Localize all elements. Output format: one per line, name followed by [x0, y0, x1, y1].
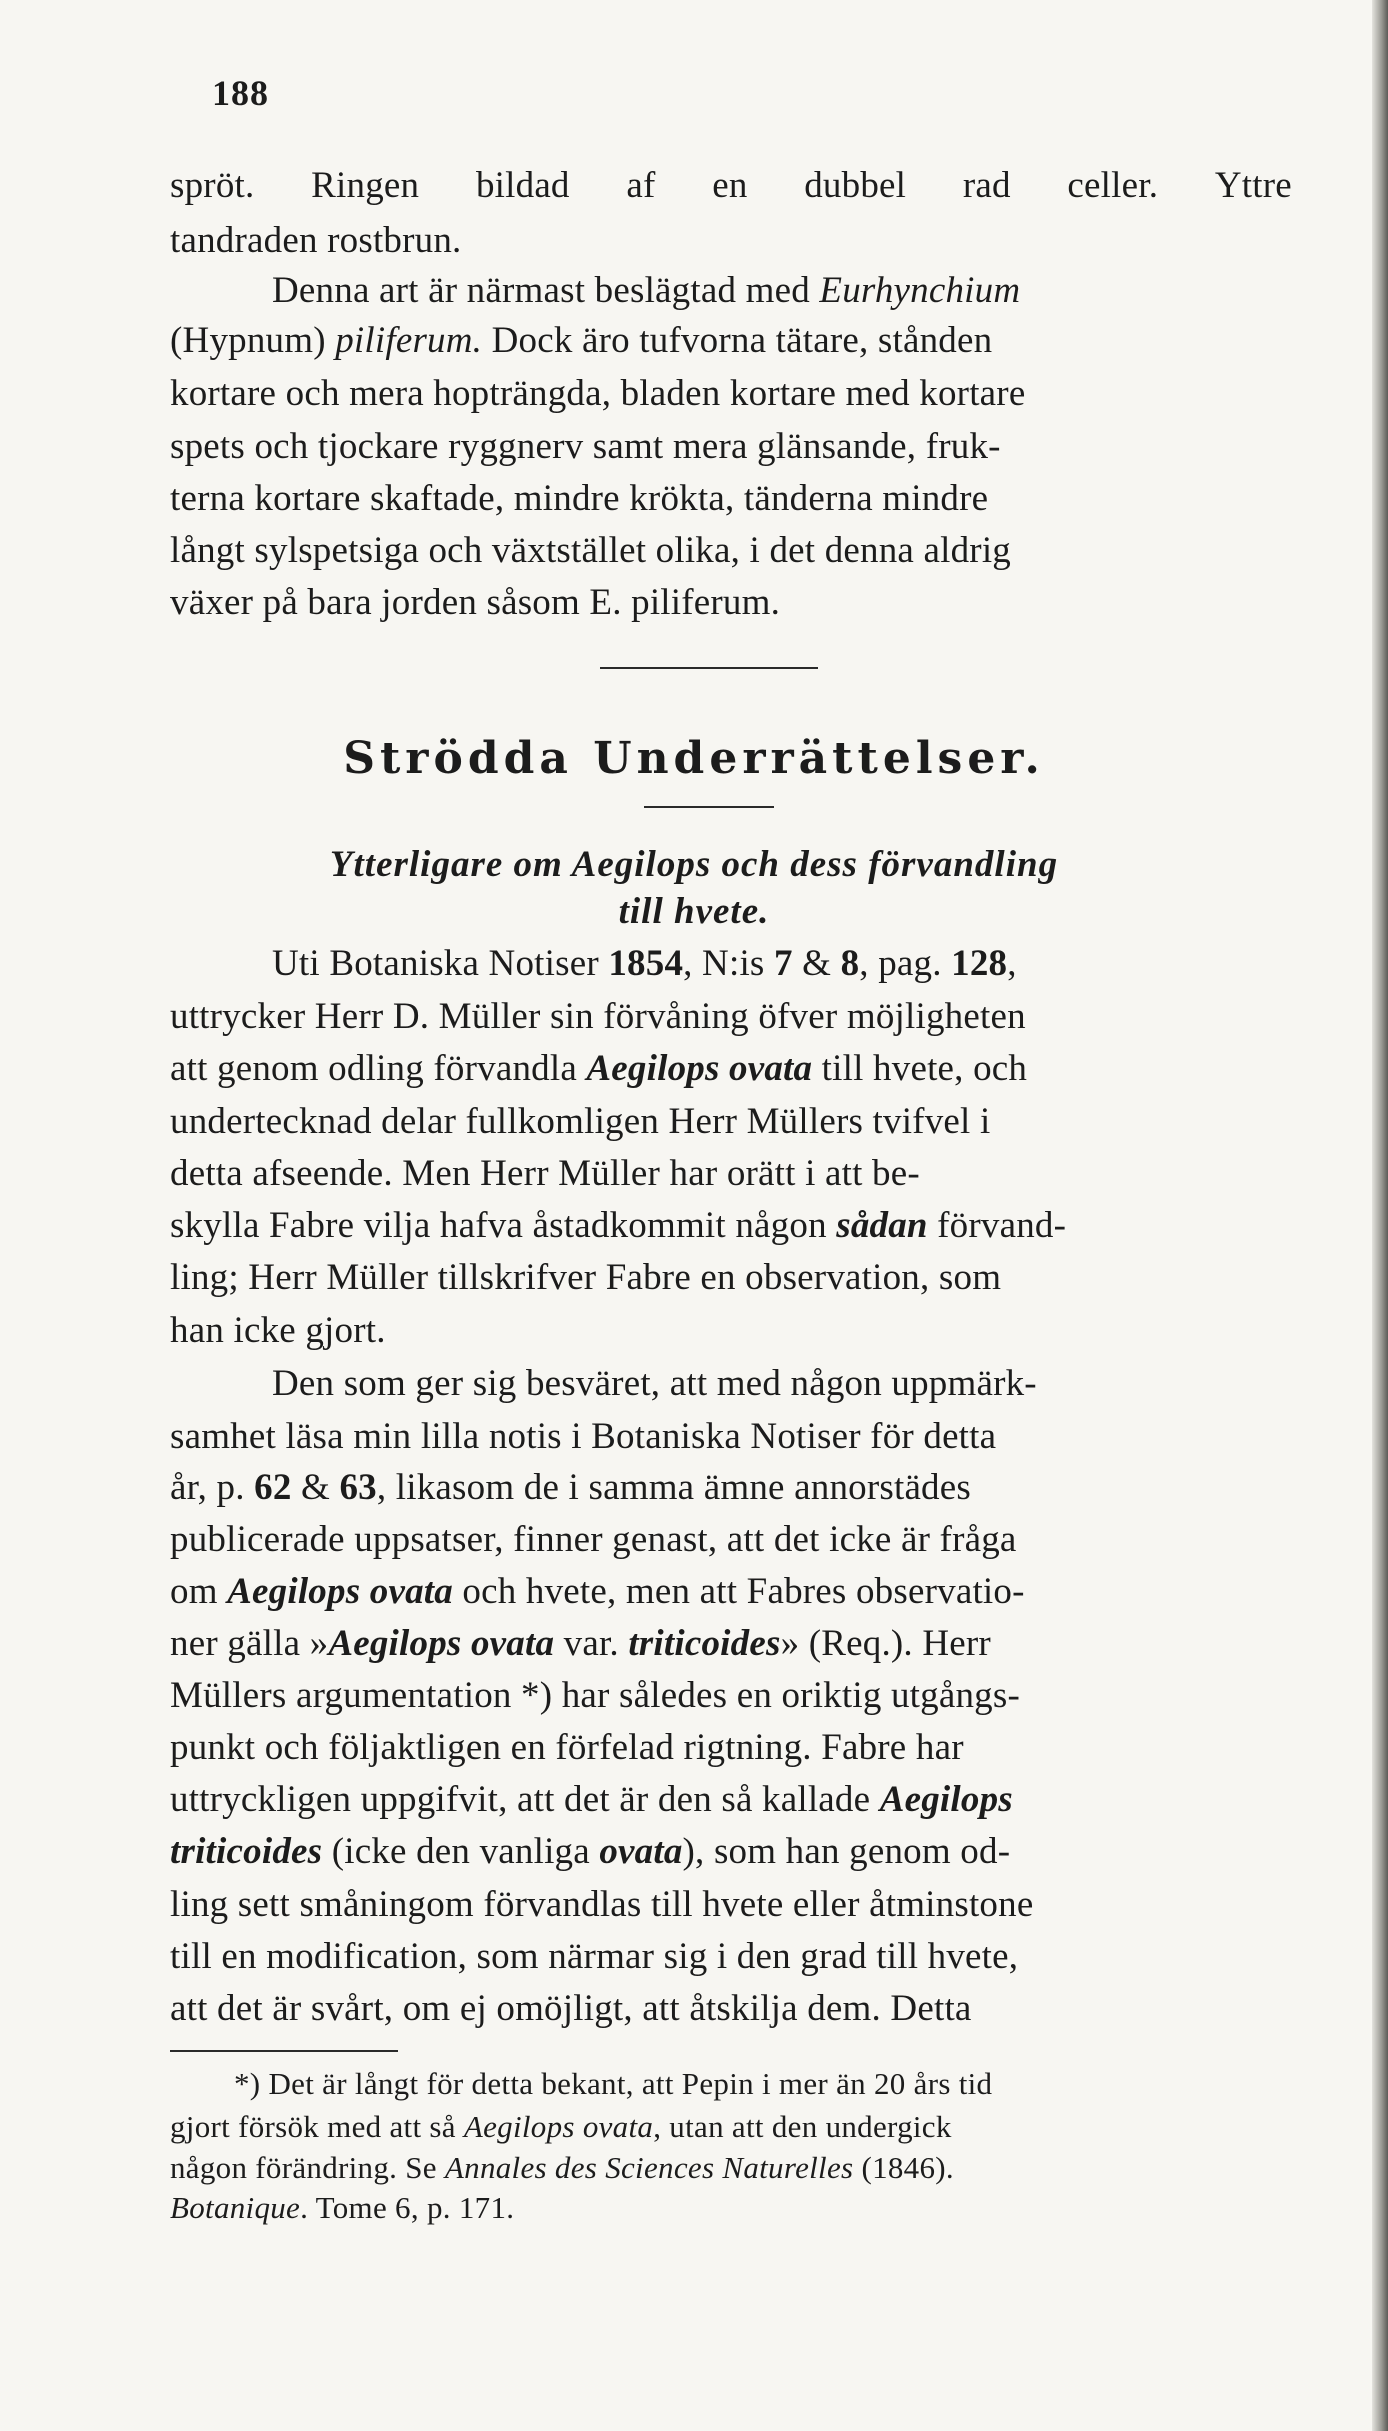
article-line-17	[170, 1781, 1013, 1818]
footnote-divider	[170, 2050, 398, 2052]
italic-term: Eurhynchium	[819, 270, 1021, 311]
emphasis-word: sådan	[836, 1205, 928, 1246]
issue-number: 7	[774, 943, 793, 984]
variety-name: triticoides	[628, 1623, 781, 1664]
text-run: (Hypnum)	[170, 320, 336, 361]
footnote-line-3	[170, 2152, 954, 2183]
article-line-11	[170, 1469, 971, 1506]
word: Ringen	[311, 165, 420, 206]
word: rad	[962, 165, 1011, 206]
species-name: triticoides	[170, 1831, 323, 1872]
text-run: skylla Fabre vilja hafva åstadkommit någon	[170, 1205, 837, 1246]
species-name: ovata	[599, 1831, 683, 1872]
species-name: Aegilops ovata	[227, 1571, 453, 1612]
journal-section: Botanique	[170, 2190, 301, 2225]
article-line-2: uttrycker Herr D. Müller sin förvåning öfver möjligheten	[170, 996, 1026, 1037]
body-line-2	[170, 222, 462, 259]
footnote-line-4	[170, 2192, 514, 2223]
text-run: &	[792, 943, 841, 984]
article-line-1	[272, 945, 1017, 982]
word: dubbel	[804, 165, 907, 206]
article-line-21: att det är svårt, om ej omöjligt, att åtskilja dem. Detta	[170, 1988, 972, 2029]
body-line-4	[170, 322, 992, 359]
text-run: (1846).	[853, 2150, 954, 2185]
article-line-14	[170, 1625, 991, 1662]
body-line-3	[272, 272, 1020, 309]
species-name: Aegilops ovata	[586, 1048, 813, 1089]
page-ref-number: 128	[951, 943, 1008, 984]
species-name: Aegilops ovata	[328, 1623, 555, 1664]
word: af	[626, 165, 656, 206]
text-run: Uti Botaniska Notiser	[272, 943, 609, 984]
text-run: (icke den vanliga	[322, 1831, 600, 1872]
body-line-6: spets och tjockare ryggnerv samt mera glänsande, fruk-	[170, 426, 1001, 467]
text-run: om	[170, 1571, 228, 1612]
word: spröt.	[170, 165, 255, 206]
heading-divider	[644, 806, 774, 808]
page-number: 188	[212, 73, 269, 113]
article-line-5: detta afseende. Men Herr Müller har orätt i att be-	[170, 1153, 920, 1194]
article-line-4: undertecknad delar fullkomligen Herr Müllers tvifvel i	[170, 1101, 991, 1142]
text-run: , pag.	[859, 943, 952, 984]
body-line-9: växer på bara jorden såsom E. piliferum.	[170, 582, 781, 623]
article-line-9: Den som ger sig besväret, att med någon uppmärk-	[272, 1363, 1037, 1404]
text-run: någon förändring. Se	[170, 2150, 445, 2185]
text-run: var.	[554, 1623, 629, 1664]
text-run: år, p.	[170, 1467, 255, 1508]
text-run: ,	[1007, 943, 1017, 984]
article-line-15: Müllers argumentation *) har således en oriktig utgångs-	[170, 1675, 1021, 1716]
footnote-line-1: *) Det är långt för detta bekant, att Pepin i mer än 20 års tid	[234, 2066, 993, 2101]
text-run: ner gälla »	[170, 1623, 329, 1664]
page-ref-number: 63	[339, 1467, 377, 1508]
text-run: Dock äro tufvorna tätare, stånden	[482, 320, 993, 361]
text-run: . Tome 6, p. 171.	[300, 2190, 515, 2225]
article-line-18	[170, 1833, 1010, 1870]
footnote-line-2	[170, 2111, 952, 2142]
word: Yttre	[1214, 165, 1292, 206]
text-run: och hvete, men att Fabres observatio-	[452, 1571, 1025, 1612]
word: celler.	[1067, 165, 1159, 206]
article-line-16: punkt och följaktligen en förfelad rigtning. Fabre har	[170, 1727, 964, 1768]
article-line-13	[170, 1573, 1025, 1610]
article-line-3	[170, 1050, 1027, 1087]
text-run: att genom odling förvandla	[170, 1048, 587, 1089]
word: en	[712, 165, 748, 206]
article-line-8: han icke gjort.	[170, 1310, 386, 1351]
text-run: uttryckligen uppgifvit, att det är den så kallade	[170, 1779, 880, 1820]
species-name: Aegilops ovata	[463, 2109, 654, 2144]
page-ref-number: 62	[254, 1467, 292, 1508]
body-line-7: terna kortare skaftade, mindre krökta, tänderna mindre	[170, 478, 989, 519]
article-line-20: till en modification, som närmar sig i den grad till hvete,	[170, 1936, 1019, 1977]
article-title-line-1: Ytterligare om Aegilops och dess förvandling	[329, 844, 1059, 885]
article-line-7: ling; Herr Müller tillskrifver Fabre en observation, som	[170, 1257, 1002, 1298]
article-line-19: ling sett småningom förvandlas till hvete eller åtminstone	[170, 1884, 1034, 1925]
article-title-line-2: till hvete.	[618, 891, 770, 932]
text-run: » (Req.). Herr	[780, 1623, 991, 1664]
page-edge-shadow	[1372, 0, 1388, 2431]
text-run: Denna art är närmast beslägtad med	[272, 270, 820, 311]
text-run: &	[291, 1467, 340, 1508]
article-line-10: samhet läsa min lilla notis i Botaniska Notiser för detta	[170, 1416, 997, 1457]
text-run: tandraden rostbrun.	[170, 220, 462, 261]
text-run: gjort försök med att så	[170, 2109, 464, 2144]
text-run: ), som han genom od-	[682, 1831, 1011, 1872]
text-run: förvand-	[927, 1205, 1067, 1246]
word: bildad	[475, 165, 570, 206]
text-run: , N:is	[683, 943, 774, 984]
text-run: , likasom de i samma ämne annorstädes	[376, 1467, 971, 1508]
body-line-1	[170, 167, 1292, 204]
article-line-12: publicerade uppsatser, finner genast, att det icke är fråga	[170, 1519, 1017, 1560]
year-number: 1854	[608, 943, 684, 984]
text-run: , utan att den undergick	[653, 2109, 952, 2144]
text-run: till hvete, och	[812, 1048, 1028, 1089]
section-heading: Strödda Underrättelser.	[343, 733, 1045, 784]
journal-title: Annales des Sciences Naturelles	[444, 2150, 854, 2185]
species-name: Aegilops	[879, 1779, 1013, 1820]
article-line-6	[170, 1207, 1066, 1244]
italic-term: piliferum.	[335, 320, 483, 361]
section-divider	[600, 667, 818, 669]
issue-number: 8	[840, 943, 860, 984]
body-line-5: kortare och mera hopträngda, bladen kortare med kortare	[170, 373, 1026, 414]
body-line-8: långt sylspetsiga och växtstället olika, i det denna aldrig	[170, 530, 1012, 571]
